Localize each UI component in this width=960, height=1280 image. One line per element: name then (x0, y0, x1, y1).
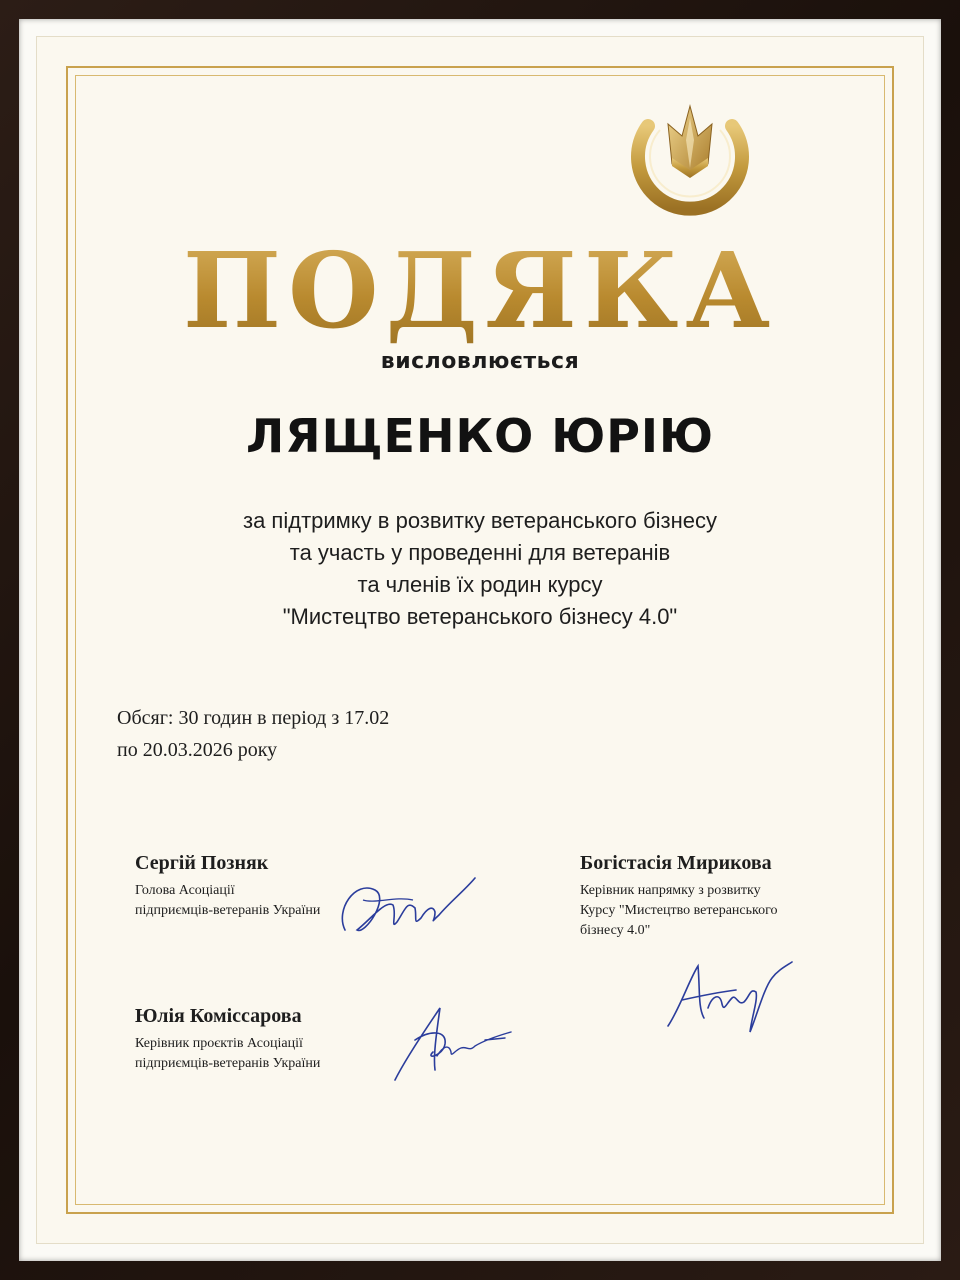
signer-block-komissarova (135, 1005, 320, 1074)
reason-line: "Мистецтво ветеранського бізнесу 4.0" (282, 604, 678, 629)
signer-role-line: Керівник напрямку з розвитку (580, 883, 761, 898)
signer-role-line: Керівник проєктів Асоціації (135, 1036, 303, 1051)
volume-line: по 20.03.2026 року (117, 739, 278, 761)
volume-line: Обсяг: 30 годин в період з 17.02 (117, 707, 390, 729)
reason-line: та членів їх родин курсу (357, 572, 603, 597)
signer-role-line: Голова Асоціації (135, 883, 235, 898)
signer-role-line: підприємців-ветеранів України (135, 903, 321, 918)
certificate-reason (0, 505, 960, 633)
signature-myrykova (660, 948, 800, 1038)
reason-line: та участь у проведенні для ветеранів (289, 540, 671, 565)
signer-name: Сергій Позняк (135, 852, 269, 874)
recipient-name: ЛЯЩЕНКО ЮРІЮ (245, 409, 715, 463)
signature-komissarova (385, 1000, 525, 1090)
signer-block-pozniak (135, 852, 320, 921)
reason-line: за підтримку в розвитку ветеранського бізнесу (243, 508, 717, 533)
signer-role-line: бізнесу 4.0" (580, 923, 651, 938)
signer-role-line: Курсу "Мистецтво ветеранського (580, 903, 778, 918)
course-volume (117, 702, 389, 766)
signer-name: Богістасія Мирикова (580, 852, 772, 874)
certificate-title: ПОДЯКА (0, 226, 960, 356)
signature-pozniak (335, 860, 485, 950)
expressed-label: висловлюється (380, 349, 580, 374)
signer-block-myrykova (580, 852, 778, 941)
signer-name: Юлія Коміссарова (135, 1005, 302, 1027)
signer-role-line: підприємців-ветеранів України (135, 1056, 321, 1071)
gold-crest-trident-icon (620, 78, 760, 218)
